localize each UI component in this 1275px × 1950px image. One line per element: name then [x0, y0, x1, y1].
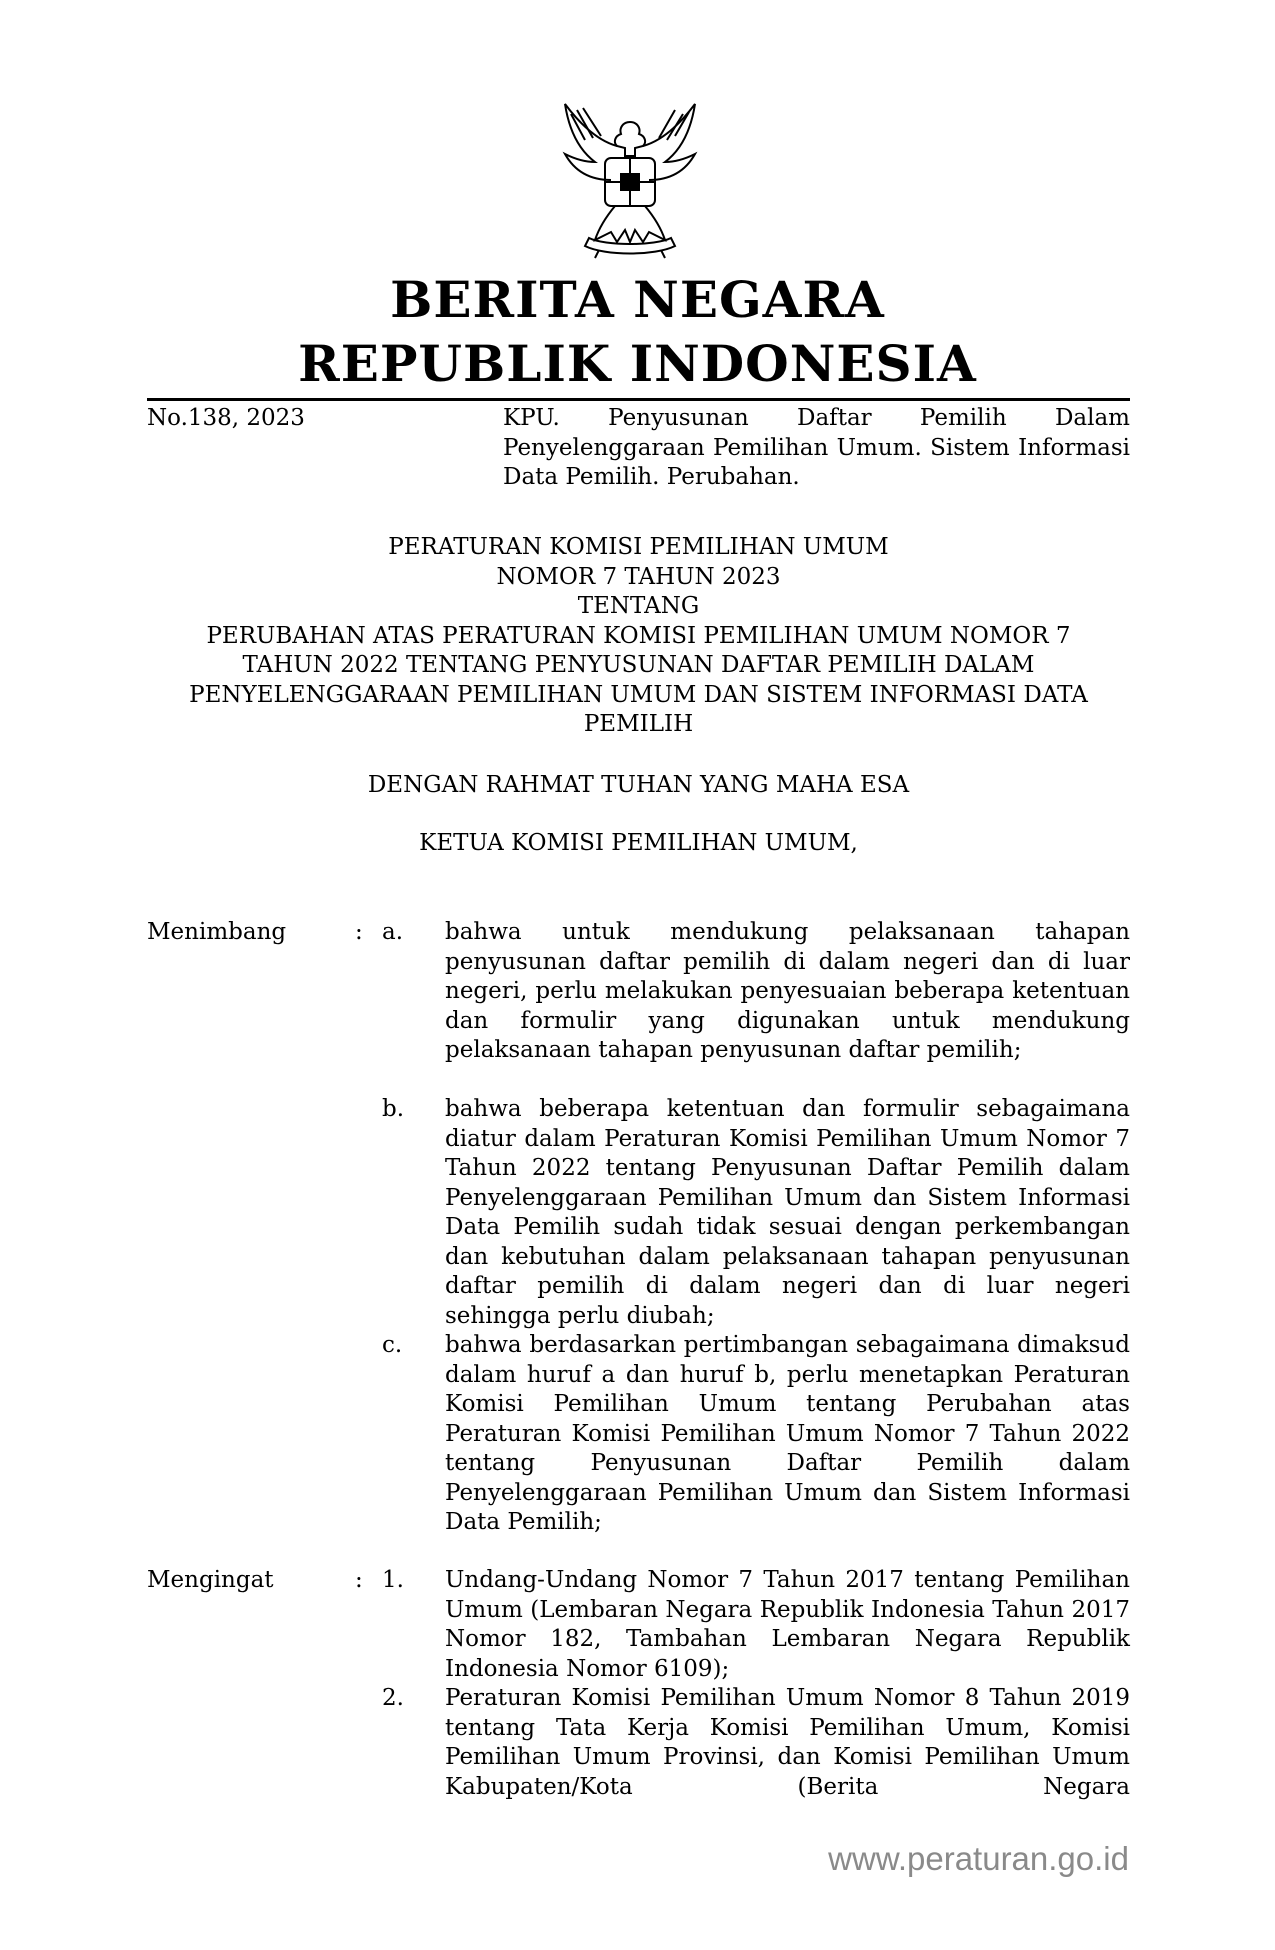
gazette-summary: KPU. Penyusunan Daftar Pemilih Dalam Penyelenggaraan Pemilihan Umum. Sistem Informasi Data Pemilih. Perubahan. [503, 405, 1130, 490]
title-line: PEMILIH [583, 711, 694, 737]
mengingat-colon: : [355, 1567, 363, 1593]
list-marker: 1. [382, 1567, 404, 1593]
mengingat-item-1: Undang-Undang Nomor 7 Tahun 2017 tentang Pemilihan Umum (Lembaran Negara Republik Indonesia Tahun 2017 Nomor 182, Tambahan Lembaran Negara Republik Indonesia Nomor 6109); [445, 1567, 1130, 1682]
title-line: TAHUN 2022 TENTANG PENYUSUNAN DAFTAR PEMILIH DALAM [242, 652, 1035, 678]
menimbang-item-b: bahwa beberapa ketentuan dan formulir sebagaimana diatur dalam Peraturan Komisi Pemilihan Umum Nomor 7 Tahun 2022 tentang Penyusunan Daftar Pemilih dalam Penyelenggaraan Pemilihan Umum dan Sistem Informasi Data Pemilih sudah tidak sesuai dengan perkembangan dan kebutuhan dalam pelaksanaan tahapan penyusunan daftar pemilih di dalam negeri dan di luar negeri sehingga perlu diubah; [445, 1096, 1130, 1329]
regulation-title [147, 533, 1130, 740]
website-link[interactable]: www.peraturan.go.id [828, 1840, 1129, 1877]
gazette-number: No.138, 2023 [147, 405, 305, 431]
masthead-divider [147, 398, 1130, 401]
title-line: TENTANG [577, 593, 700, 619]
menimbang-item-a: bahwa untuk mendukung pelaksanaan tahapan penyusunan daftar pemilih di dalam negeri dan di luar negeri, perlu melakukan penyesuaian beberapa ketentuan dan formulir yang digunakan untuk mendukung pelaksanaan tahapan penyusunan daftar pemilih; [445, 919, 1130, 1063]
list-marker: c. [382, 1332, 403, 1358]
mengingat-item-2: Peraturan Komisi Pemilihan Umum Nomor 8 Tahun 2019 tentang Tata Kerja Komisi Pemilihan Umum, Komisi Pemilihan Umum Provinsi, dan Komisi Pemilihan Umum Kabupaten/Kota (Berita Negara [445, 1685, 1130, 1800]
list-marker: b. [382, 1096, 405, 1122]
masthead-title-line2: REPUBLIK INDONESIA [298, 334, 977, 393]
garuda-emblem-icon [555, 100, 705, 260]
menimbang-label: Menimbang [147, 919, 287, 945]
menimbang-item-c: bahwa berdasarkan pertimbangan sebagaimana dimaksud dalam huruf a dan huruf b, perlu menetapkan Peraturan Komisi Pemilihan Umum tentang Perubahan atas Peraturan Komisi Pemilihan Umum Nomor 7 Tahun 2022 tentang Penyusunan Daftar Pemilih dalam Penyelenggaraan Pemilihan Umum dan Sistem Informasi Data Pemilih; [445, 1332, 1130, 1535]
masthead-title-line1: BERITA NEGARA [390, 270, 885, 329]
title-line: NOMOR 7 TAHUN 2023 [496, 563, 781, 590]
menimbang-colon: : [355, 919, 363, 945]
invocation: DENGAN RAHMAT TUHAN YANG MAHA ESA [367, 772, 910, 798]
mengingat-label: Mengingat [147, 1567, 274, 1593]
chairman-heading: KETUA KOMISI PEMILIHAN UMUM, [419, 830, 858, 856]
list-marker: a. [382, 919, 404, 945]
title-line: PENYELENGGARAAN PEMILIHAN UMUM DAN SISTEM INFORMASI DATA [189, 681, 1088, 708]
title-line: PERUBAHAN ATAS PERATURAN KOMISI PEMILIHAN UMUM NOMOR 7 [206, 622, 1071, 649]
title-line: PERATURAN KOMISI PEMILIHAN UMUM [388, 534, 889, 560]
list-marker: 2. [382, 1685, 404, 1711]
